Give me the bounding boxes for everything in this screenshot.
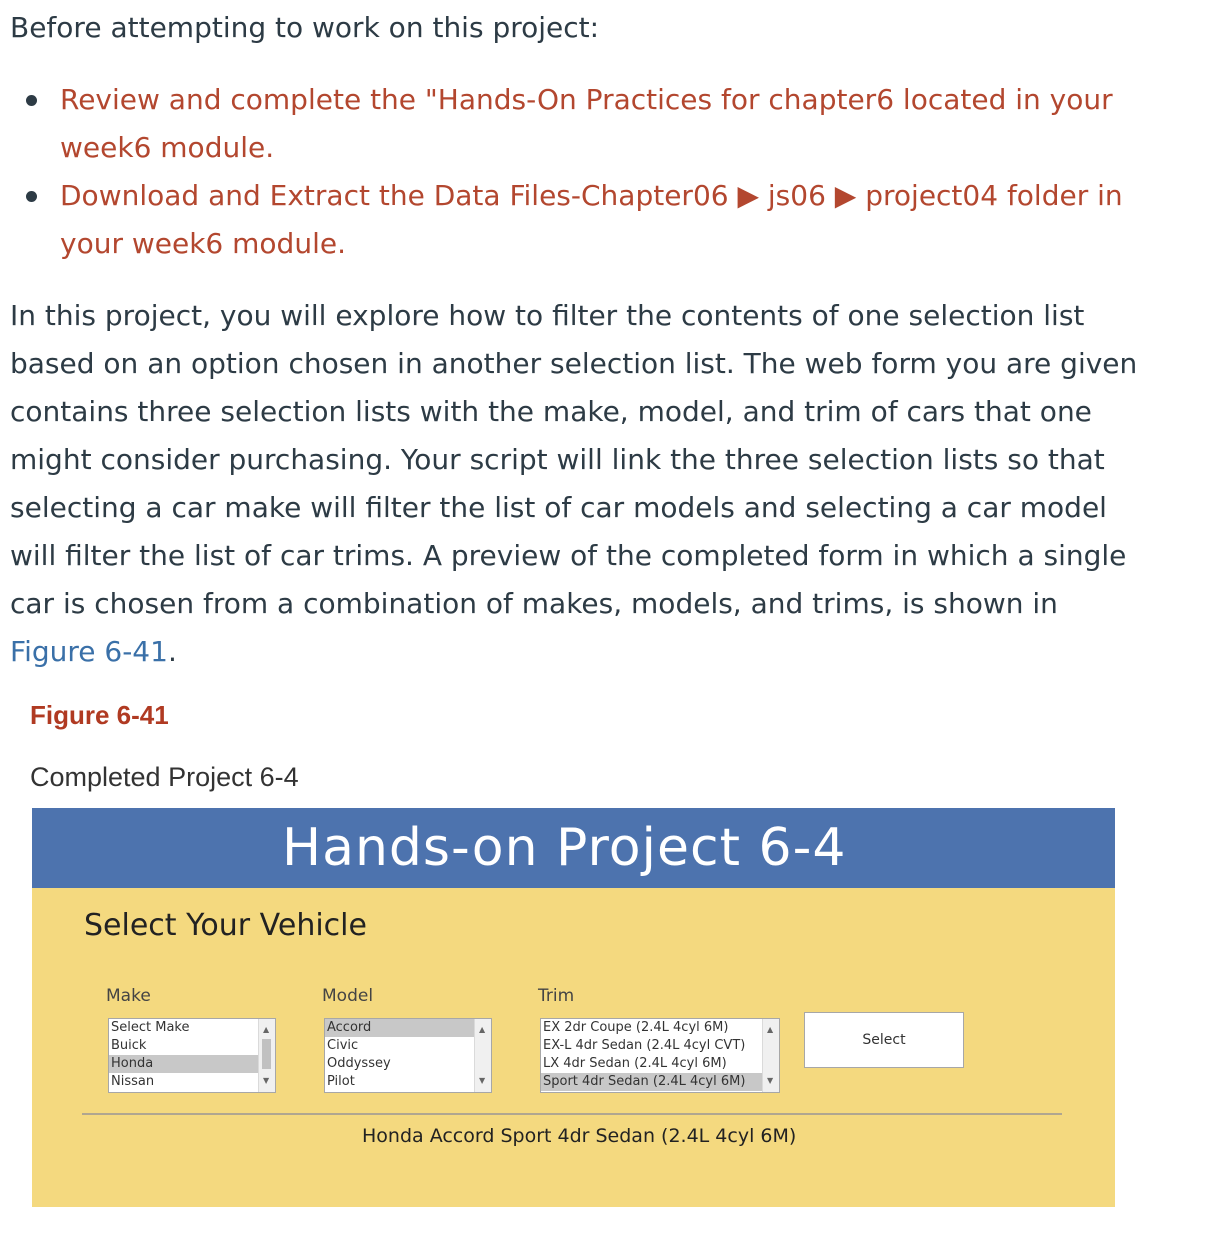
figure-title: Hands-on Project 6-4 bbox=[282, 818, 847, 878]
trim-label: Trim bbox=[538, 986, 575, 1006]
make-select[interactable] bbox=[108, 1018, 276, 1093]
trim-option[interactable]: Sport 4dr Sedan (2.4L 4cyl 6M) bbox=[541, 1073, 779, 1091]
select-button[interactable]: Select bbox=[804, 1012, 964, 1068]
scroll-up-icon[interactable]: ▲ bbox=[479, 1025, 486, 1034]
figure-label: Figure 6-41 bbox=[30, 700, 169, 730]
intro-text: Before attempting to work on this project: bbox=[10, 11, 600, 44]
prep-item bbox=[60, 172, 1180, 268]
trim-scrollbar[interactable] bbox=[762, 1019, 779, 1092]
trim-select[interactable] bbox=[540, 1018, 780, 1093]
bullet-icon bbox=[26, 95, 37, 106]
body-paragraph bbox=[10, 292, 1150, 676]
trim-option[interactable]: LX 4dr Sedan (2.4L 4cyl 6M) bbox=[543, 1056, 727, 1071]
scroll-down-icon[interactable]: ▼ bbox=[767, 1076, 774, 1085]
figure-caption: Completed Project 6-4 bbox=[30, 762, 299, 792]
trim-option[interactable]: EX-L 4dr Sedan (2.4L 4cyl CVT) bbox=[543, 1038, 746, 1053]
model-option[interactable]: Pilot bbox=[327, 1074, 355, 1089]
model-scrollbar[interactable] bbox=[474, 1019, 491, 1092]
scroll-up-icon[interactable]: ▲ bbox=[263, 1025, 270, 1034]
divider bbox=[82, 1113, 1062, 1115]
figure-link[interactable]: Figure 6-41 bbox=[10, 635, 168, 668]
make-option[interactable]: Honda bbox=[109, 1055, 275, 1073]
scroll-down-icon[interactable]: ▼ bbox=[263, 1076, 270, 1085]
bullet-icon bbox=[26, 191, 37, 202]
scroll-up-icon[interactable]: ▲ bbox=[767, 1025, 774, 1034]
make-scrollbar[interactable] bbox=[258, 1019, 275, 1092]
body-text: In this project, you will explore how to filter the contents of one selection list based on an option chosen in another selection list. The web form you are given contains three selection lists with the make, model, and trim of cars that one might consider purchasing. Your script will link the three selection lists so that selecting a car make will filter the list of car models and selecting a car model will filter the list of car trims. A preview of the completed form in which a single car is chosen from a combination of makes, models, and trims, is shown in bbox=[10, 299, 1138, 620]
prep-list bbox=[0, 76, 1180, 268]
figure-screenshot bbox=[32, 808, 1115, 1207]
model-label: Model bbox=[322, 986, 374, 1006]
trim-option[interactable]: EX 2dr Coupe (2.4L 4cyl 6M) bbox=[543, 1020, 729, 1035]
prep-item-text: Review and complete the "Hands-On Practices for chapter6 located in your week6 module. bbox=[60, 83, 1113, 164]
prep-item bbox=[60, 76, 1180, 172]
make-option[interactable]: Nissan bbox=[111, 1074, 155, 1089]
figure-header bbox=[32, 808, 1115, 888]
result-text: Honda Accord Sport 4dr Sedan (2.4L 4cyl 6M) bbox=[362, 1125, 797, 1147]
prep-item-text: Download and Extract the Data Files-Chapter06 ▶ js06 ▶ project04 folder in your week6 module. bbox=[60, 179, 1123, 260]
scroll-down-icon[interactable]: ▼ bbox=[479, 1076, 486, 1085]
model-option[interactable]: Oddyssey bbox=[327, 1056, 391, 1071]
model-option[interactable]: Civic bbox=[327, 1038, 359, 1053]
make-option[interactable]: Buick bbox=[111, 1038, 147, 1053]
make-label: Make bbox=[106, 986, 151, 1006]
make-option[interactable]: Select Make bbox=[111, 1020, 190, 1035]
model-option[interactable]: Accord bbox=[325, 1019, 491, 1037]
body-end: . bbox=[167, 635, 177, 668]
scroll-thumb[interactable] bbox=[262, 1039, 271, 1069]
model-select[interactable] bbox=[324, 1018, 492, 1093]
select-heading: Select Your Vehicle bbox=[84, 908, 367, 943]
